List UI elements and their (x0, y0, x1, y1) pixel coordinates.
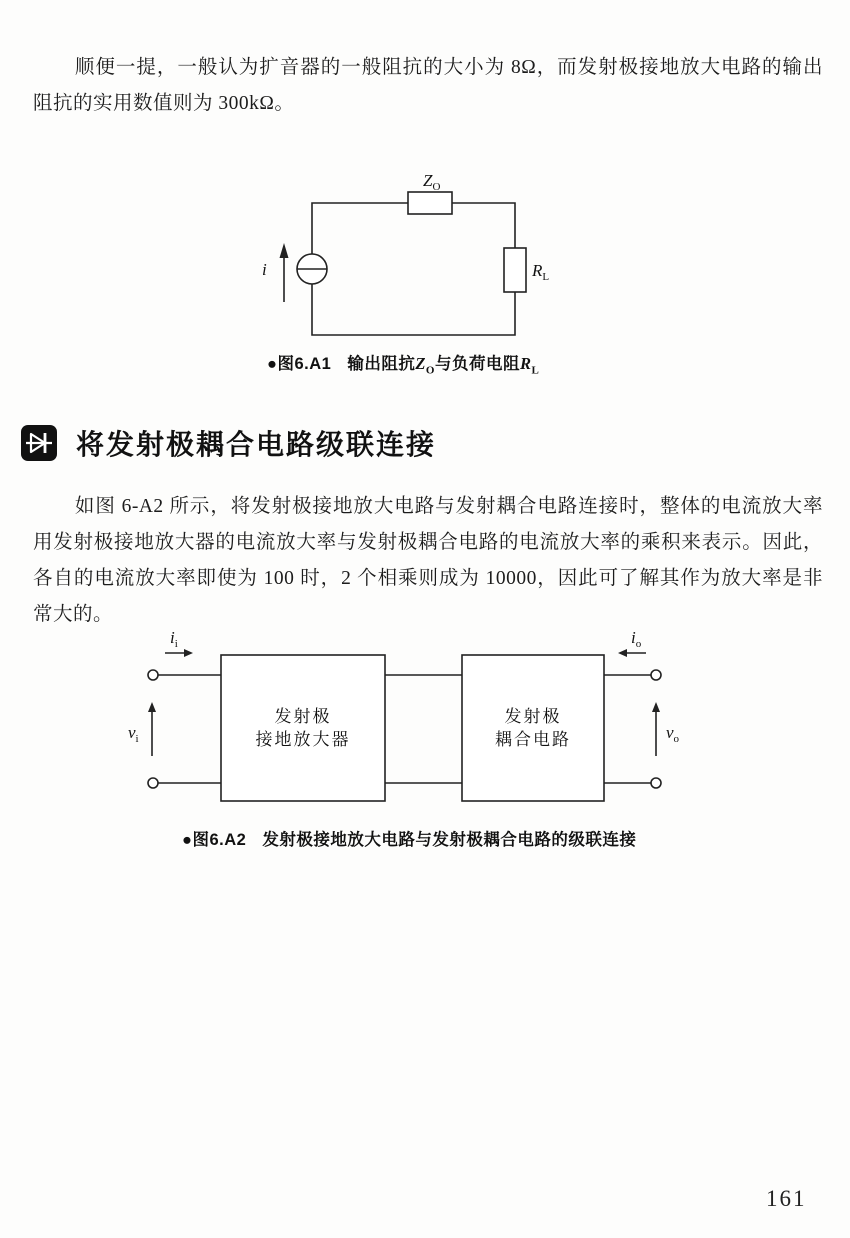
terminal-out-top (651, 670, 661, 680)
output-voltage-arrow-head (652, 702, 660, 712)
input-current-subscript: i (174, 638, 178, 650)
load-subscript: L (542, 271, 550, 283)
output-voltage-subscript: o (673, 733, 680, 745)
terminal-out-bottom (651, 778, 661, 788)
coupling-block-label-line1: 发射极 (504, 707, 562, 726)
output-current-symbol: i (631, 628, 636, 647)
current-arrow-head (280, 243, 289, 258)
resistor-box-rl (504, 248, 526, 292)
impedance-label (423, 171, 440, 193)
paragraph-impedance-note: 顺便一提，一般认为扩音器的一般阻抗的大小为 8Ω，而发射极接地放大电路的输出阻抗的实用数值则为 300kΩ。 (33, 57, 823, 114)
caption1-z-sub: O (425, 364, 435, 377)
input-voltage-arrow-head (148, 702, 156, 712)
impedance-box-zo (408, 192, 452, 214)
caption2-text: 发射极接地放大电路与发射极耦合电路的级联连接 (262, 831, 637, 849)
output-current-arrow-head (618, 649, 627, 657)
input-voltage-symbol: v (128, 723, 136, 742)
paragraph-cascade-description: 如图 6-A2 所示，将发射极接地放大电路与发射耦合电路连接时，整体的电流放大率用发射极接地放大器的电流放大率与发射极耦合电路的电流放大率的乘积来表示。因此，各自的电流放大率即使为 100 时，2 个相乘则成为 10000，因此可了解其作为放大率是非常大的。 (33, 496, 823, 625)
terminal-in-top (148, 670, 158, 680)
load-symbol: R (532, 261, 543, 280)
current-label: i (262, 260, 267, 279)
page-number: 161 (766, 1186, 807, 1211)
amplifier-block-label-line2: 接地放大器 (255, 730, 351, 749)
caption1-r: R (519, 354, 532, 373)
coupling-block (462, 655, 604, 801)
amplifier-block-label-line1: 发射极 (274, 707, 332, 726)
circuit-diagram-6a1 (240, 160, 590, 360)
section-heading (20, 422, 436, 464)
wire-bottom (312, 284, 515, 335)
figure-6a2-number: ●图6.A2 (182, 831, 247, 849)
input-current-arrow-head (184, 649, 193, 657)
output-voltage-symbol: v (666, 723, 674, 742)
input-current-symbol: i (170, 628, 175, 647)
wire-top-right (452, 203, 515, 248)
caption1-seg1: 输出阻抗 (347, 355, 416, 373)
caption1-seg2: 与负荷电阻 (434, 355, 520, 373)
output-current-label (631, 628, 642, 650)
coupling-block-label-line2: 耦合电路 (495, 730, 571, 749)
terminal-in-bottom (148, 778, 158, 788)
amplifier-block (221, 655, 385, 801)
caption1-z: Z (415, 354, 426, 373)
diode-icon (20, 424, 58, 462)
load-label (531, 261, 549, 283)
caption1-r-sub: L (531, 364, 540, 377)
output-current-subscript: o (635, 638, 642, 650)
impedance-subscript: O (432, 181, 441, 193)
figure-6a1-caption (267, 350, 539, 376)
input-voltage-subscript: i (135, 733, 139, 745)
wire-top-left (312, 203, 408, 254)
input-current-label (170, 628, 178, 650)
output-voltage-label (666, 723, 680, 745)
figure-6a2-caption (182, 826, 636, 850)
impedance-symbol: Z (423, 171, 433, 190)
block-diagram-6a2 (120, 620, 680, 820)
input-voltage-label (128, 723, 139, 745)
figure-6a1-number: ●图6.A1 (267, 355, 332, 373)
section-title: 将发射极耦合电路级联连接 (76, 429, 437, 460)
